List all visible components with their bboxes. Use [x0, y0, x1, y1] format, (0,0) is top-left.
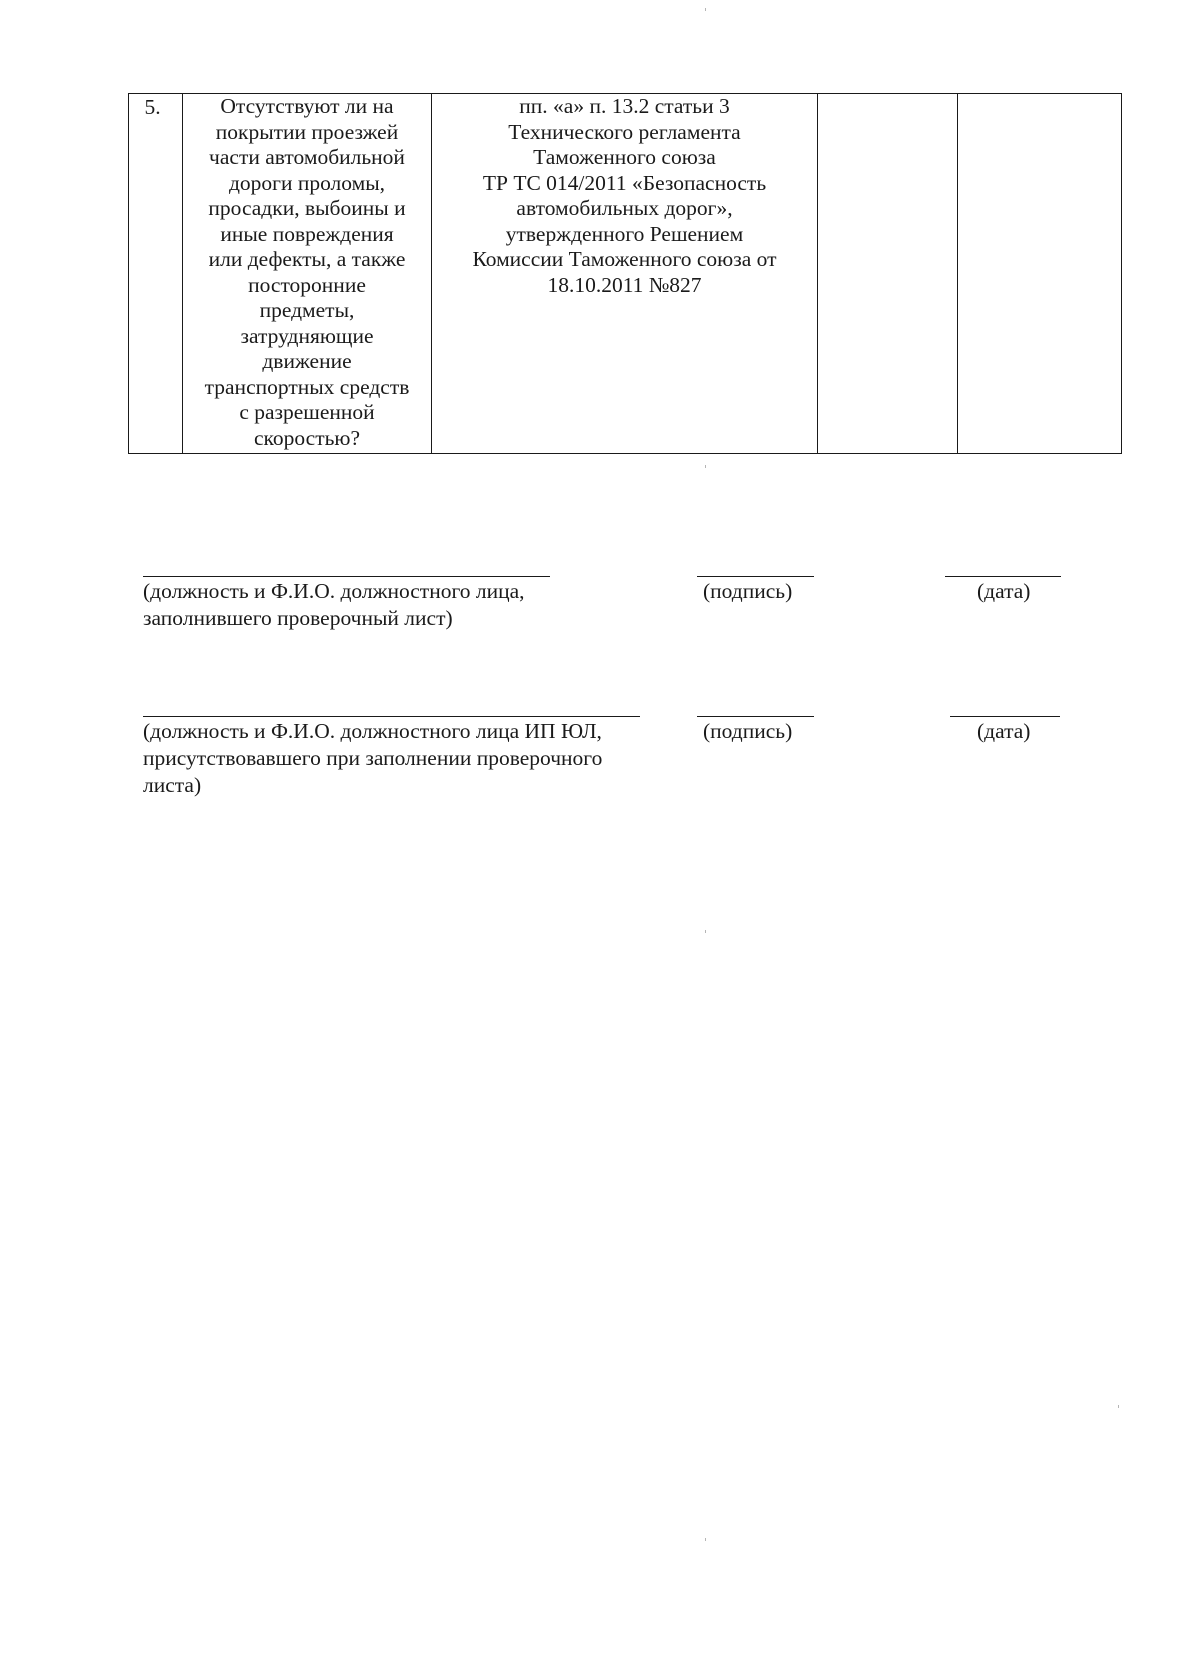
position-caption: (должность и Ф.И.О. должностного лица ИП ЮЛ, присутствовавшего при заполнении проверочного листа) [143, 719, 603, 797]
legal-reference-text: пп. «а» п. 13.2 статьи 3 Технического регламента Таможенного союза ТР ТС 014/2011 «Безопасность автомобильных дорог», утвержденного Решением Комиссии Таможенного союза от 18.10.2011 №827 [472, 94, 777, 297]
note-cell [958, 94, 1122, 454]
date-caption: (дата) [977, 579, 1031, 603]
signature-line [697, 716, 814, 717]
row-number: 5. [144, 95, 161, 119]
reference-cell [432, 94, 818, 454]
date-line [945, 576, 1061, 577]
signature-caption: (подпись) [703, 579, 793, 603]
row-number-cell [129, 94, 183, 454]
date-line [950, 716, 1060, 717]
scan-speck [705, 8, 706, 11]
position-caption: (должность и Ф.И.О. должностного лица, заполнившего проверочный лист) [143, 579, 525, 630]
scan-speck [1118, 1405, 1119, 1408]
signature-line [697, 576, 814, 577]
position-line [143, 716, 640, 717]
table-row [129, 94, 1122, 454]
scan-speck [705, 930, 706, 933]
answer-cell [818, 94, 958, 454]
date-caption: (дата) [977, 719, 1031, 743]
signature-caption: (подпись) [703, 719, 793, 743]
checklist-table [128, 93, 1122, 454]
question-cell [183, 94, 432, 454]
question-text: Отсутствуют ли на покрытии проезжей части автомобильной дороги проломы, просадки, выбоины и иные повреждения или дефекты, а также посторонние предметы, затрудняющие движение транспортных средств с разрешенной скоростью? [204, 94, 410, 450]
position-line [143, 576, 550, 577]
scan-speck [705, 465, 706, 468]
scan-speck [705, 1538, 706, 1541]
